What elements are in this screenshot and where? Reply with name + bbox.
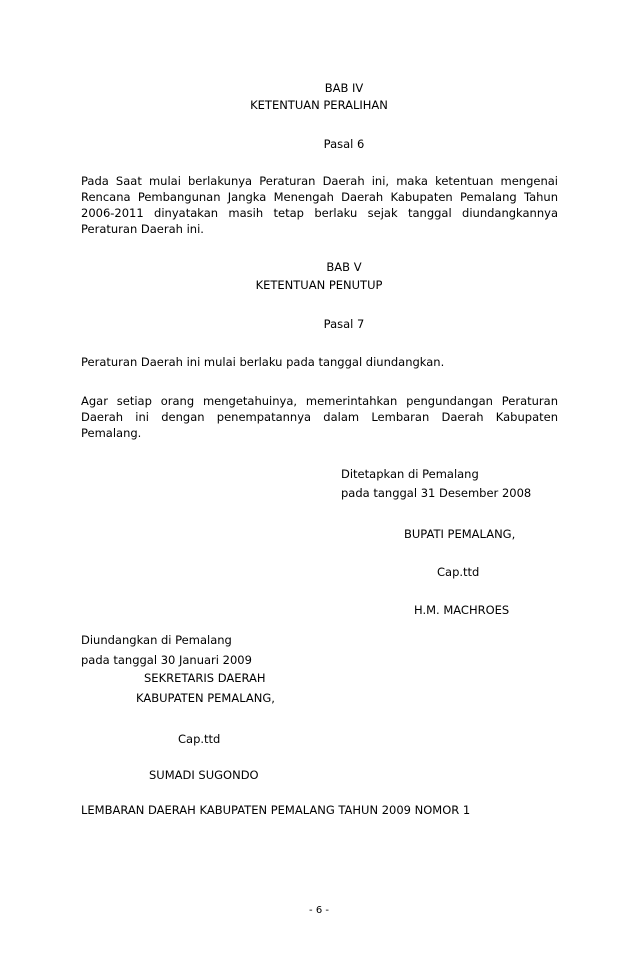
pasal-7-paragraph-1: Peraturan Daerah ini mulai berlaku pada tanggal diundangkan. [81,355,445,369]
pasal-7-heading: Pasal 7 [323,317,365,331]
bupati-office: BUPATI PEMALANG, [404,527,516,541]
pasal-6-paragraph: Pada Saat mulai berlakunya Peraturan Daerah ini, maka ketentuan mengenai Rencana Pembangunan Jangka Menengah Daerah Kabupaten Pemalang Tahun 2006-2011 dinyatakan masih tetap berlaku sejak tanggal diundangkannya Peraturan Daerah ini. [81,174,558,236]
ditetapkan-place: Ditetapkan di Pemalang [341,467,479,481]
page-number: - 6 - [309,905,329,916]
bupati-name: H.M. MACHROES [414,603,510,617]
pasal-6-heading: Pasal 6 [323,137,365,151]
pasal-7-paragraph-2: Agar setiap orang mengetahuinya, memerintahkan pengundangan Peraturan Daerah ini dengan penempatannya dalam Lembaran Daerah Kabupaten Pemalang. [81,394,558,440]
sekda-office-line-1: SEKRETARIS DAERAH [144,671,266,685]
sekda-seal-note: Cap.ttd [178,732,221,746]
ditetapkan-date: pada tanggal 31 Desember 2008 [341,486,532,500]
sekda-name: SUMADI SUGONDO [149,768,259,782]
sekda-office-line-2: KABUPATEN PEMALANG, [136,691,275,705]
lembaran-daerah-line: LEMBARAN DAERAH KABUPATEN PEMALANG TAHUN 2009 NOMOR 1 [81,803,471,817]
diundangkan-date: pada tanggal 30 Januari 2009 [81,653,252,667]
bab-4-heading: BAB IV [324,81,364,95]
bab-5-title: KETENTUAN PENUTUP [255,278,383,292]
bab-5-heading: BAB V [326,260,362,274]
bab-4-title: KETENTUAN PERALIHAN [250,98,388,112]
bupati-seal-note: Cap.ttd [437,565,480,579]
diundangkan-place: Diundangkan di Pemalang [81,633,232,647]
